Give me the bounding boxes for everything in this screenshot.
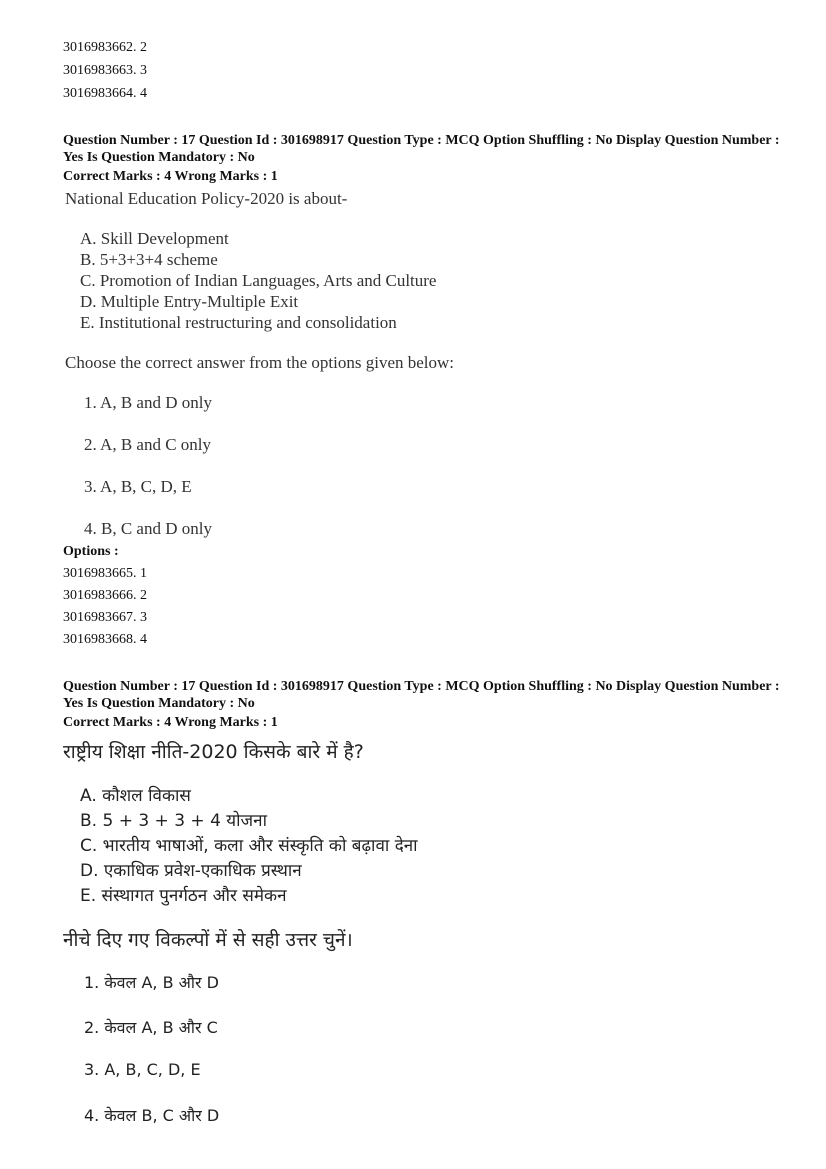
option-line: 3016983666. 2 <box>63 588 147 603</box>
option-line: 3016983667. 3 <box>63 610 147 625</box>
answer-choice: 4. B, C and D only <box>84 519 212 538</box>
option-line: 3016983668. 4 <box>63 632 147 647</box>
statement-item: A. कौशल विकास <box>80 786 191 806</box>
statement-item: D. Multiple Entry-Multiple Exit <box>80 292 299 311</box>
answer-choice: 1. केवल A, B और D <box>84 973 219 992</box>
options-label: Options : <box>63 544 119 559</box>
answer-choice: 2. A, B and C only <box>84 435 212 454</box>
instruction-text: नीचे दिए गए विकल्पों में से सही उत्तर चुनें। <box>63 929 353 951</box>
statement-item: B. 5+3+3+4 scheme <box>80 250 218 269</box>
question-header: Question Number : 17 Question Id : 301698917 Question Type : MCQ Option Shuffling : No Display Question Number : Yes Is Question Mandatory : No <box>63 133 780 165</box>
option-line: 3016983664. 4 <box>63 86 147 101</box>
option-line: 3016983662. 2 <box>63 40 147 55</box>
statement-item: C. भारतीय भाषाओं, कला और संस्कृति को बढ़ावा देना <box>80 836 418 856</box>
statement-item: B. 5 + 3 + 3 + 4 योजना <box>80 811 268 831</box>
question-marks: Correct Marks : 4 Wrong Marks : 1 <box>63 169 278 184</box>
statement-item: A. Skill Development <box>80 229 229 248</box>
question-text: राष्ट्रीय शिक्षा नीति-2020 किसके बारे में है? <box>63 741 364 763</box>
question-text: National Education Policy-2020 is about- <box>65 189 348 208</box>
answer-choice: 3. A, B, C, D, E <box>84 477 192 496</box>
answer-choice: 1. A, B and D only <box>84 393 212 412</box>
statement-item: D. एकाधिक प्रवेश-एकाधिक प्रस्थान <box>80 861 302 881</box>
question-header: Question Number : 17 Question Id : 301698917 Question Type : MCQ Option Shuffling : No Display Question Number : Yes Is Question Mandatory : No <box>63 679 780 711</box>
answer-choice: 2. केवल A, B और C <box>84 1018 218 1037</box>
statement-item: E. Institutional restructuring and consolidation <box>80 313 397 332</box>
instruction-text: Choose the correct answer from the options given below: <box>65 353 455 372</box>
statement-item: E. संस्थागत पुनर्गठन और समेकन <box>80 886 287 906</box>
answer-choice: 4. केवल B, C और D <box>84 1106 220 1125</box>
answer-choice: 3. A, B, C, D, E <box>84 1060 201 1079</box>
question-marks: Correct Marks : 4 Wrong Marks : 1 <box>63 715 278 730</box>
option-line: 3016983665. 1 <box>63 566 147 581</box>
statement-item: C. Promotion of Indian Languages, Arts and Culture <box>80 271 437 290</box>
option-line: 3016983663. 3 <box>63 63 147 78</box>
